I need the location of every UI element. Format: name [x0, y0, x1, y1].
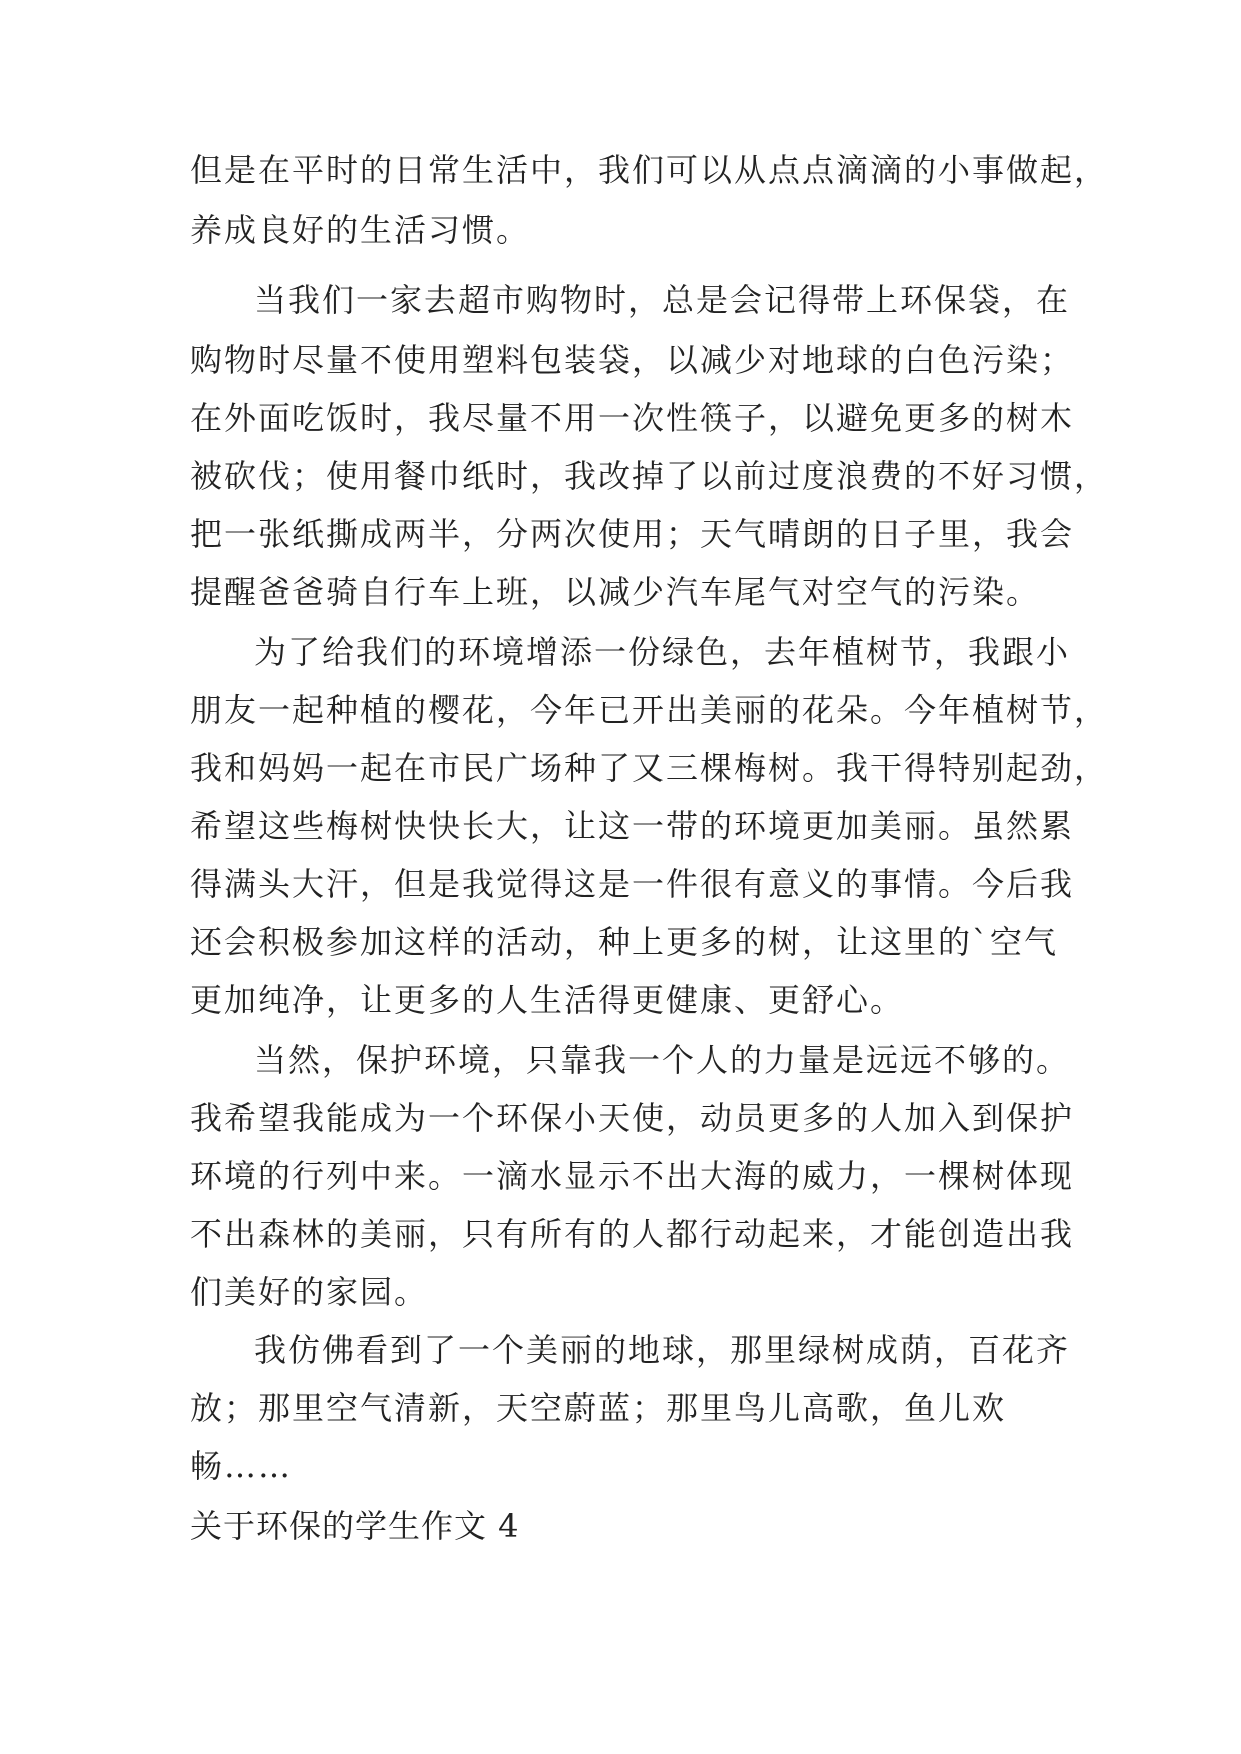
paragraph-line: 畅……: [190, 1447, 293, 1485]
paragraph-line: 不出森林的美丽，只有所有的人都行动起来，才能创造出我: [190, 1215, 1075, 1253]
paragraph-line: 在外面吃饭时，我尽量不用一次性筷子，以避免更多的树木: [190, 399, 1075, 437]
section-heading: 关于环保的学生作文 4: [190, 1507, 520, 1545]
paragraph-line: 希望这些梅树快快长大，让这一带的环境更加美丽。虽然累: [190, 807, 1075, 845]
paragraph-line: 我仿佛看到了一个美丽的地球，那里绿树成荫，百花齐: [254, 1331, 1071, 1369]
paragraph-line: 但是在平时的日常生活中，我们可以从点点滴滴的小事做起，: [190, 151, 1109, 189]
paragraph-line: 们美好的家园。: [190, 1273, 429, 1311]
paragraph-line: 购物时尽量不使用塑料包装袋，以减少对地球的白色污染；: [190, 341, 1075, 379]
paragraph-line: 还会积极参加这样的活动，种上更多的树，让这里的`空气: [190, 923, 1059, 961]
paragraph-line: 得满头大汗，但是我觉得这是一件很有意义的事情。今后我: [190, 865, 1075, 903]
paragraph-line: 当我们一家去超市购物时，总是会记得带上环保袋，在: [254, 281, 1071, 319]
paragraph-line: 朋友一起种植的樱花，今年已开出美丽的花朵。今年植树节，: [190, 691, 1109, 729]
paragraph-line: 养成良好的生活习惯。: [190, 211, 531, 249]
paragraph-line: 放；那里空气清新，天空蔚蓝；那里鸟儿高歌，鱼儿欢: [190, 1389, 1007, 1427]
paragraph-line: 被砍伐；使用餐巾纸时，我改掉了以前过度浪费的不好习惯，: [190, 457, 1109, 495]
paragraph-line: 为了给我们的环境增添一份绿色，去年植树节，我跟小: [254, 633, 1071, 671]
paragraph-line: 我和妈妈一起在市民广场种了又三棵梅树。我干得特别起劲，: [190, 749, 1109, 787]
paragraph-line: 环境的行列中来。一滴水显示不出大海的威力，一棵树体现: [190, 1157, 1075, 1195]
paragraph-line: 更加纯净，让更多的人生活得更健康、更舒心。: [190, 981, 905, 1019]
paragraph-line: 我希望我能成为一个环保小天使，动员更多的人加入到保护: [190, 1099, 1075, 1137]
paragraph-line: 把一张纸撕成两半，分两次使用；天气晴朗的日子里，我会: [190, 515, 1075, 553]
paragraph-line: 当然，保护环境，只靠我一个人的力量是远远不够的。: [254, 1041, 1071, 1079]
paragraph-line: 提醒爸爸骑自行车上班，以减少汽车尾气对空气的污染。: [190, 573, 1041, 611]
